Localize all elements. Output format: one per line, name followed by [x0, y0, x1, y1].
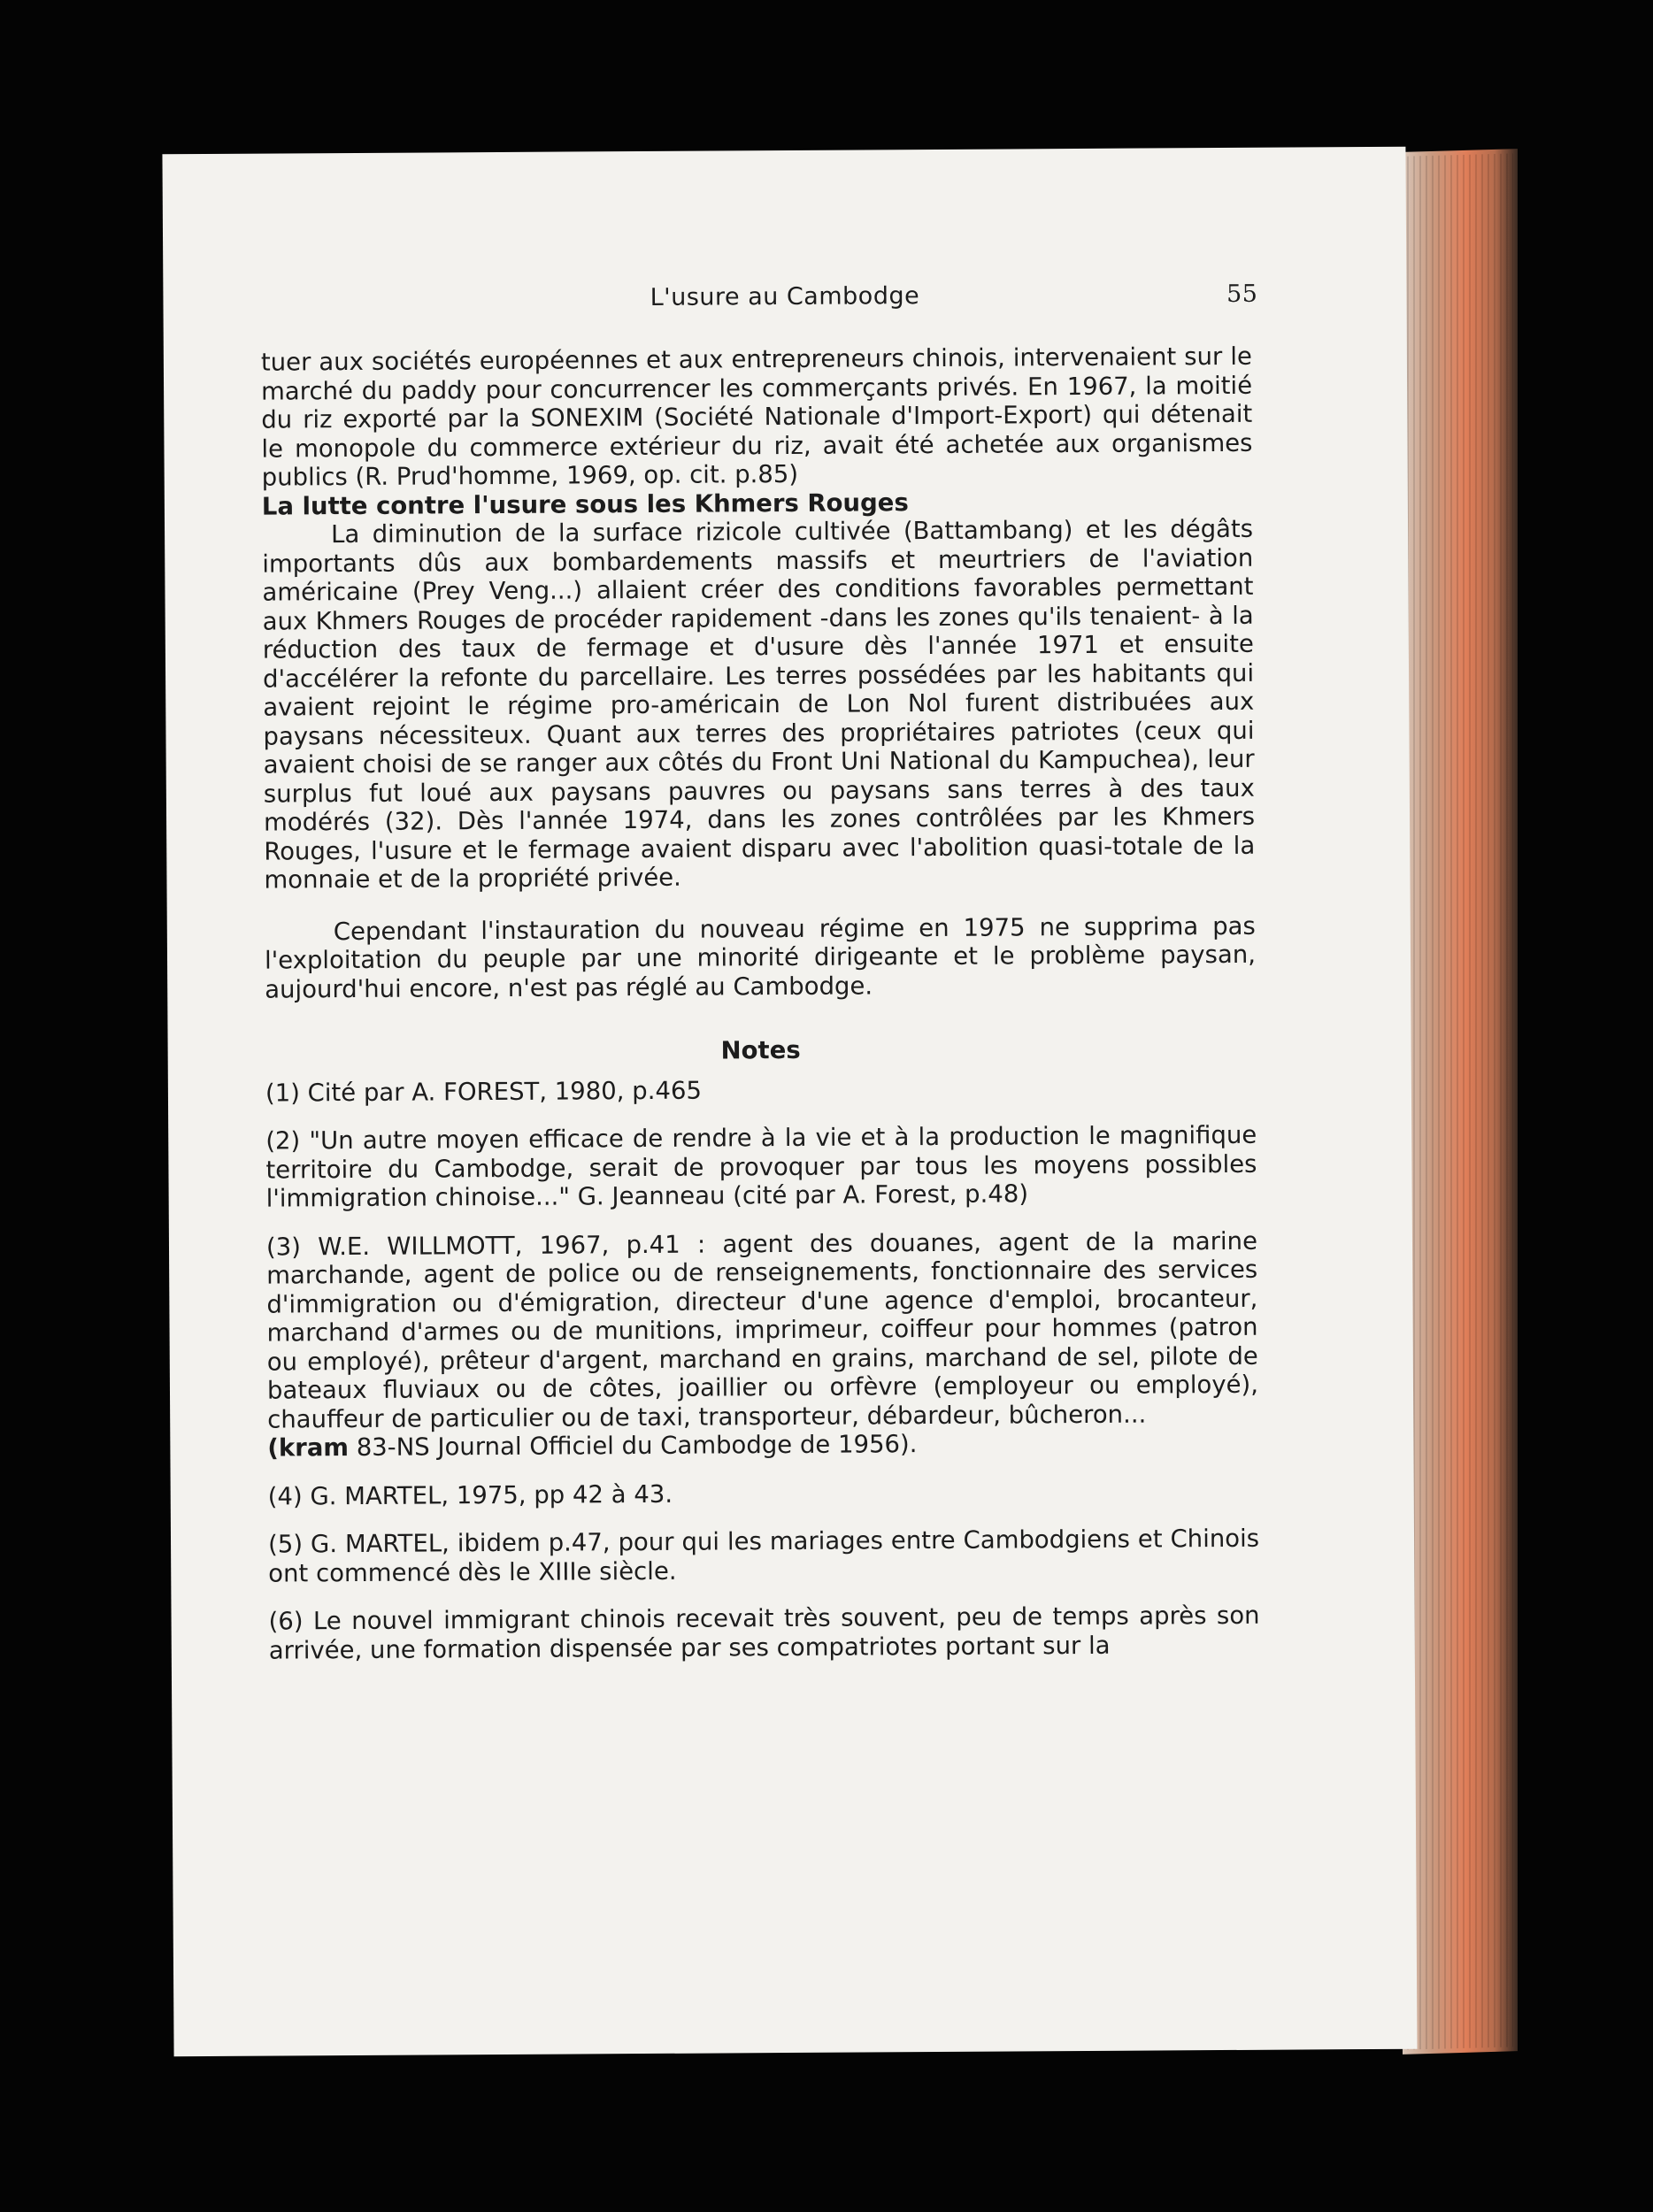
book-page [162, 147, 1417, 2057]
note-1: (1) Cité par A. FOREST, 1980, p.465 [265, 1076, 703, 1108]
note-5: (5) G. MARTEL, ibidem p.47, pour qui les mariages entre Cambodgiens et Chinois ont commencé dès le XIIIe siècle. [267, 1524, 1260, 1588]
note-6: (6) Le nouvel immigrant chinois recevait très souvent, peu de temps après son arrivée, une formation dispensée par ses compatriotes portant sur la [268, 1601, 1260, 1665]
notes-title: Notes [720, 1035, 801, 1065]
page-body [261, 342, 1260, 1665]
intro-paragraph: tuer aux sociétés européennes et aux entrepreneurs chinois, intervenaient sur le marché du paddy pour concurrencer les commerçants privés. En 1967, la moitié du riz exporté par la SONEXIM (Société Nationale d'Import-Export) qui détenait le monopole du commerce extérieur du riz, avait été achetée aux organismes publics (R. Prud'homme, 1969, op. cit. p.85) [260, 342, 1253, 492]
page-number: 55 [1226, 280, 1258, 308]
note-4: (4) G. MARTEL, 1975, pp 42 à 43. [267, 1479, 673, 1511]
running-title: L'usure au Cambodge [650, 282, 920, 311]
section-paragraph-2: Cependant l'instauration du nouveau régime en 1975 ne supprima pas l'exploitation du peuple par une minorité dirigeante et le problème paysan, aujourd'hui encore, n'est pas réglé au Cambodge. [264, 911, 1257, 1004]
note-3-source: 83-NS Journal Officiel du Cambodge de 1956). [348, 1430, 918, 1463]
book-page-edge-lines [1407, 153, 1513, 2049]
note-2: (2) "Un autre moyen efficace de rendre à la vie et à la production le magnifique territoire du Cambodge, serait de provoquer par tous les moyens possibles l'immigration chinoise..." G. Jeanneau (cité par A. Forest, p.48) [265, 1120, 1257, 1213]
section-heading: La lutte contre l'usure sous les Khmers Rouges [261, 488, 909, 521]
running-head [163, 280, 1406, 311]
note-3 [266, 1226, 1259, 1463]
note-3-source-bold: (kram [267, 1433, 350, 1463]
note-3-text: (3) W.E. WILLMOTT, 1967, p.41 : agent des douanes, agent de la marine marchande, agent de police ou de renseignements, fonctionnaire des services d'immigration ou d'émigration, directeur d'une agence d'emploi, brocanteur, marchand d'armes ou de munitions, imprimeur, coiffeur pour hommes (patron ou employé), prêteur d'argent, marchand en grains, marchand de sel, pilote de bateaux fluviaux ou de côtes, joaillier ou orfèvre (employeur ou employé), chauffeur de particulier ou de taxi, transporteur, débardeur, bûcheron... [265, 1226, 1259, 1434]
section-paragraph-1: La diminution de la surface rizicole cultivée (Battambang) et les dégâts importants dûs aux bombardements massifs et meurtriers de l'aviation américaine (Prey Veng...) allaient créer des conditions favorables permettant aux Khmers Rouges de procéder rapidement -dans les zones qu'ils tenaient- à la réduction des taux de fermage et d'usure dès l'année 1971 et ensuite d'accélérer la refonte du parcellaire. Les terres possédées par les habitants qui avaient rejoint le régime pro-américain de Lon Nol furent distribuées aux paysans nécessiteux. Quant aux terres des propriétaires patriotes (ceux qui avaient choisi de se ranger aux côtés du Front Uni National du Kampuchea), leur surplus fut loué aux paysans pauvres ou paysans sans terres à des taux modérés (32). Dès l'année 1974, dans les zones contrôlées par les Khmers Rouges, l'usure et le fermage avaient disparu avec l'abolition quasi-totale de la monnaie et de la propriété privée. [262, 514, 1256, 895]
